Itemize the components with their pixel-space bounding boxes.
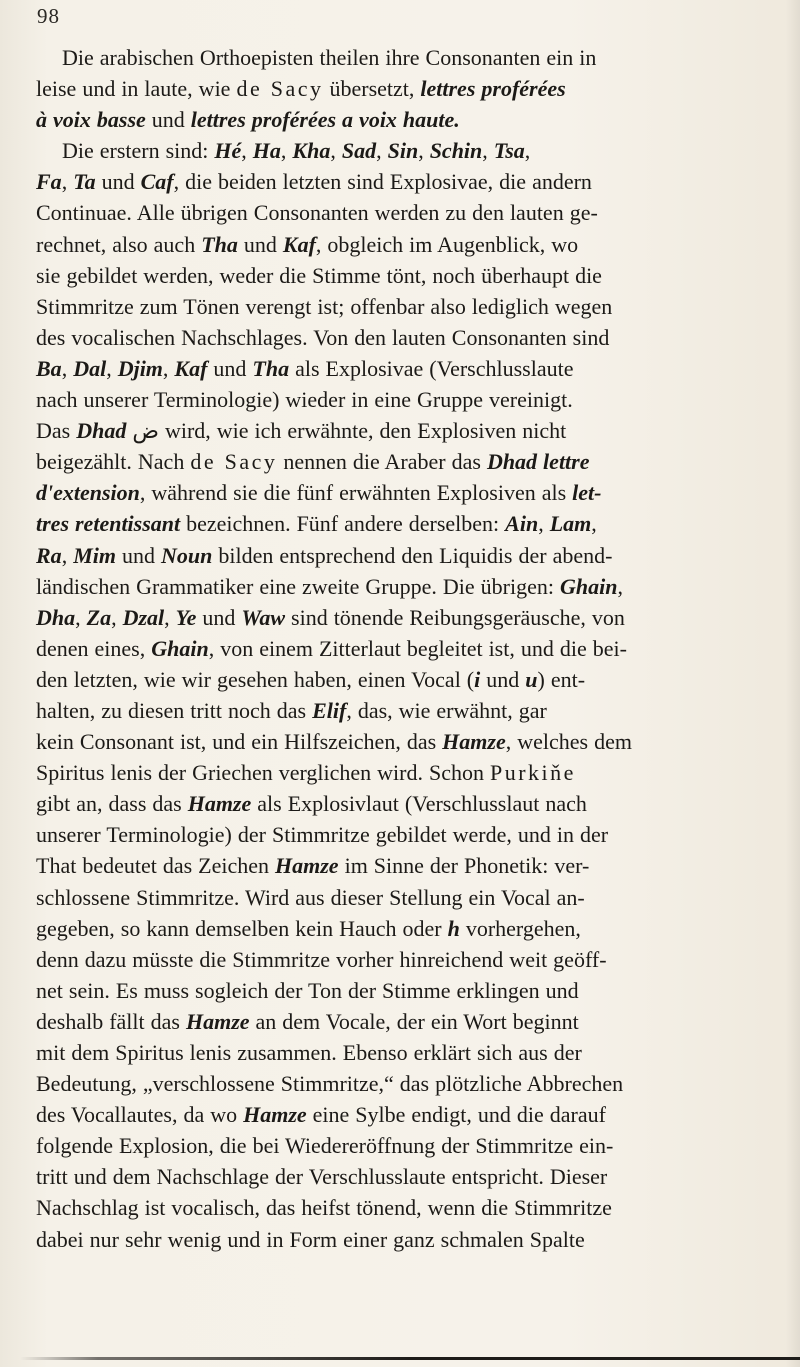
- italic-term: i: [474, 666, 481, 692]
- italic-term: Ba: [36, 355, 62, 381]
- text-line: [36, 135, 766, 166]
- text-run: und: [196, 604, 242, 630]
- text-line: [36, 353, 766, 384]
- text-run: den letzten, wie wir gesehen haben, einen Vocal (: [36, 666, 475, 692]
- italic-term: let-: [572, 480, 602, 506]
- text-run: ,: [61, 355, 74, 381]
- text-run: des Vocallautes, da wo: [36, 1102, 244, 1128]
- italic-term: Djim: [117, 355, 163, 381]
- text-line: [36, 1099, 766, 1130]
- text-run: Die arabischen Orthoepisten theilen ihre Consonanten ein in: [62, 45, 597, 70]
- italic-term: Mim: [73, 542, 116, 568]
- text-run: ,: [591, 511, 597, 537]
- text-run: sie gebildet werden, weder die Stimme tönt, noch überhaupt die: [36, 262, 602, 288]
- text-line: [36, 571, 766, 602]
- text-run: ,: [482, 138, 494, 164]
- italic-term: Caf: [140, 169, 174, 195]
- italic-term: Noun: [160, 542, 213, 568]
- text-run: als Explosivae (Verschlusslaute: [289, 355, 574, 381]
- text-run: , das, wie erwähnt, gar: [346, 697, 547, 723]
- text-line: [36, 415, 766, 446]
- text-line: [36, 757, 766, 788]
- text-run: bilden entsprechend den Liquidis der abend-: [212, 542, 613, 568]
- text-line: [36, 540, 766, 571]
- text-line: [36, 1224, 766, 1255]
- text-run: beigezählt. Nach: [36, 449, 191, 475]
- text-run: rechnet, also auch: [36, 231, 202, 257]
- italic-term: d'extension: [36, 480, 140, 506]
- text-run: net sein. Es muss sogleich der Ton der Stimme erklingen und: [36, 977, 579, 1003]
- text-run: ,: [61, 169, 74, 195]
- text-line: [36, 508, 766, 539]
- text-run: ) ent-: [537, 666, 586, 692]
- text-run: ,: [376, 138, 388, 164]
- italic-term: à voix basse: [36, 107, 146, 133]
- text-line: [36, 1161, 766, 1192]
- text-line: [36, 1130, 766, 1161]
- italic-term: Tha: [252, 355, 290, 381]
- body-text: [36, 42, 766, 1255]
- italic-term: Ghain: [151, 635, 209, 661]
- text-run: bezeichnen. Fünf andere derselben:: [180, 511, 506, 537]
- page-edge-shadow: [786, 0, 800, 1367]
- text-run: und: [480, 666, 526, 692]
- text-run: Stimmritze zum Tönen verengt ist; offenbar also lediglich wegen: [36, 293, 613, 319]
- text-line: [36, 1068, 766, 1099]
- text-run: , die beiden letzten sind Explosivae, die andern: [173, 169, 592, 195]
- author-name: de Sacy: [190, 449, 278, 475]
- text-line: [36, 477, 766, 508]
- text-run: ,: [524, 138, 531, 164]
- text-run: halten, zu diesen tritt noch das: [36, 697, 313, 723]
- text-run: ,: [330, 138, 342, 164]
- text-run: nach unserer Terminologie) wieder in eine Gruppe vereinigt.: [36, 387, 573, 413]
- italic-term: Hé: [214, 138, 242, 164]
- author-name: de Sacy: [236, 76, 324, 102]
- text-line: [36, 882, 766, 913]
- text-run: ,: [75, 604, 87, 630]
- text-run: ,: [111, 604, 123, 630]
- text-run: als Explosivlaut (Verschlusslaut nach: [251, 791, 587, 817]
- text-line: [36, 633, 766, 664]
- text-run: ,: [538, 511, 550, 537]
- text-line: [36, 1037, 766, 1068]
- italic-term: Dhad lettre: [486, 449, 590, 475]
- text-run: folgende Explosion, die bei Wiedereröffnung der Stimmritze ein-: [36, 1133, 614, 1159]
- text-line: [36, 975, 766, 1006]
- text-run: Spiritus lenis der Griechen verglichen wird. Schon: [36, 760, 490, 786]
- text-run: ,: [164, 604, 176, 630]
- text-run: dabei nur sehr wenig und in Form einer ganz schmalen Spalte: [36, 1226, 585, 1252]
- italic-term: Dzal: [122, 604, 165, 630]
- text-run: , welches dem: [505, 729, 632, 755]
- text-run: ,: [106, 355, 118, 381]
- text-line: [36, 322, 766, 353]
- italic-term: Ta: [73, 169, 96, 195]
- text-run: , während sie die fünf erwähnten Explosiven als: [139, 480, 573, 506]
- italic-term: Hamze: [275, 853, 339, 879]
- author-name: Purkiňe: [490, 760, 576, 786]
- text-run: gegeben, so kann demselben kein Hauch oder: [36, 915, 448, 941]
- text-run: Bedeutung, „verschlossene Stimmritze,“ das plötzliche Abbrechen: [36, 1071, 624, 1097]
- text-run: und: [95, 169, 141, 195]
- text-run: ,: [241, 138, 253, 164]
- italic-term: lettres proférées: [420, 76, 566, 102]
- italic-term: Elif: [312, 697, 347, 723]
- text-run: deshalb fällt das: [36, 1008, 186, 1034]
- text-run: That bedeutet das Zeichen: [36, 853, 276, 879]
- text-run: ,: [280, 138, 293, 164]
- text-run: nennen die Araber das: [277, 449, 487, 475]
- text-run: ض wird, wie ich erwähnte, den Explosiven nicht: [126, 418, 567, 444]
- page-number: 98: [37, 4, 60, 28]
- italic-term: Hamze: [243, 1102, 307, 1128]
- text-run: und: [237, 231, 283, 257]
- italic-term: Kaf: [282, 231, 316, 257]
- italic-term: Dal: [73, 355, 107, 381]
- text-run: ,: [418, 138, 430, 164]
- italic-term: Ghain: [559, 573, 618, 599]
- italic-term: Kha: [292, 138, 331, 164]
- text-run: sind tönende Reibungsgeräusche, von: [285, 604, 625, 630]
- text-line: [36, 166, 766, 197]
- text-line: [36, 197, 766, 228]
- text-run: Die erstern sind:: [62, 138, 215, 164]
- text-line: [36, 73, 766, 104]
- italic-term: Ha: [252, 138, 281, 164]
- text-line: [36, 850, 766, 881]
- text-line: [36, 602, 766, 633]
- italic-term: tres retentissant: [36, 511, 181, 537]
- text-run: im Sinne der Phonetik: ver-: [338, 853, 590, 879]
- text-line: [36, 229, 766, 260]
- text-run: kein Consonant ist, und ein Hilfszeichen, das: [36, 729, 443, 755]
- text-run: und: [145, 107, 191, 133]
- text-line: [36, 1006, 766, 1037]
- bottom-rule: [20, 1357, 800, 1360]
- italic-term: Kaf: [174, 355, 208, 381]
- text-run: unserer Terminologie) der Stimmritze gebildet werde, und in der: [36, 822, 609, 848]
- text-line: [36, 664, 766, 695]
- text-line: [36, 260, 766, 291]
- italic-term: lettres proférées a voix haute.: [190, 107, 460, 133]
- text-run: denen eines,: [36, 635, 152, 661]
- italic-term: Tsa: [493, 138, 525, 164]
- italic-term: Dha: [36, 604, 76, 630]
- text-run: ländischen Grammatiker eine zweite Gruppe. Die übrigen:: [36, 573, 560, 599]
- text-run: ,: [162, 355, 175, 381]
- text-line: [36, 944, 766, 975]
- italic-term: Sin: [387, 138, 419, 164]
- text-run: gibt an, dass das: [36, 791, 188, 817]
- text-run: ,: [617, 573, 623, 599]
- italic-term: Waw: [241, 604, 286, 630]
- text-run: ,: [61, 542, 74, 568]
- text-run: und: [115, 542, 161, 568]
- text-run: vorhergehen,: [459, 915, 581, 941]
- italic-term: Sad: [341, 138, 377, 164]
- italic-term: Tha: [201, 231, 238, 257]
- italic-term: Ra: [36, 542, 62, 568]
- text-line: [36, 446, 766, 477]
- italic-term: u: [525, 666, 538, 692]
- text-line: [36, 291, 766, 322]
- italic-term: Hamze: [187, 791, 252, 817]
- italic-term: Ain: [505, 511, 539, 537]
- text-run: leise und in laute, wie: [36, 76, 237, 102]
- text-run: eine Sylbe endigt, und die darauf: [306, 1102, 606, 1128]
- text-line: [36, 384, 766, 415]
- italic-term: Schin: [429, 138, 483, 164]
- italic-term: Lam: [549, 511, 592, 537]
- text-run: schlossene Stimmritze. Wird aus dieser Stellung ein Vocal an-: [36, 884, 585, 910]
- text-run: und: [207, 355, 253, 381]
- text-run: , obgleich im Augenblick, wo: [315, 231, 579, 257]
- text-run: an dem Vocale, der ein Wort beginnt: [249, 1008, 579, 1034]
- italic-term: h: [447, 915, 460, 941]
- text-line: [36, 104, 766, 135]
- text-line: [36, 913, 766, 944]
- text-line: [36, 1192, 766, 1223]
- text-run: Continuae. Alle übrigen Consonanten werden zu den lauten ge-: [36, 200, 598, 226]
- italic-term: Ye: [175, 604, 197, 630]
- italic-term: Za: [86, 604, 112, 630]
- text-line: [36, 695, 766, 726]
- italic-term: Hamze: [442, 729, 506, 755]
- text-run: Das: [36, 418, 77, 444]
- italic-term: Fa: [36, 169, 62, 195]
- text-run: denn dazu müsste die Stimmritze vorher hinreichend weit geöff-: [36, 946, 607, 972]
- text-line: [36, 42, 766, 73]
- text-run: mit dem Spiritus lenis zusammen. Ebenso erklärt sich aus der: [36, 1040, 582, 1065]
- text-line: [36, 788, 766, 819]
- text-run: übersetzt,: [323, 76, 421, 102]
- text-run: tritt und dem Nachschlage der Verschlusslaute entspricht. Dieser: [36, 1164, 608, 1190]
- text-run: des vocalischen Nachschlages. Von den lauten Consonanten sind: [36, 324, 610, 350]
- italic-term: Hamze: [185, 1008, 250, 1034]
- text-run: , von einem Zitterlaut begleitet ist, und die bei-: [208, 635, 627, 661]
- text-line: [36, 819, 766, 850]
- text-run: Nachschlag ist vocalisch, das heifst tönend, wenn die Stimmritze: [36, 1195, 612, 1221]
- italic-term: Dhad: [76, 418, 127, 444]
- text-line: [36, 726, 766, 757]
